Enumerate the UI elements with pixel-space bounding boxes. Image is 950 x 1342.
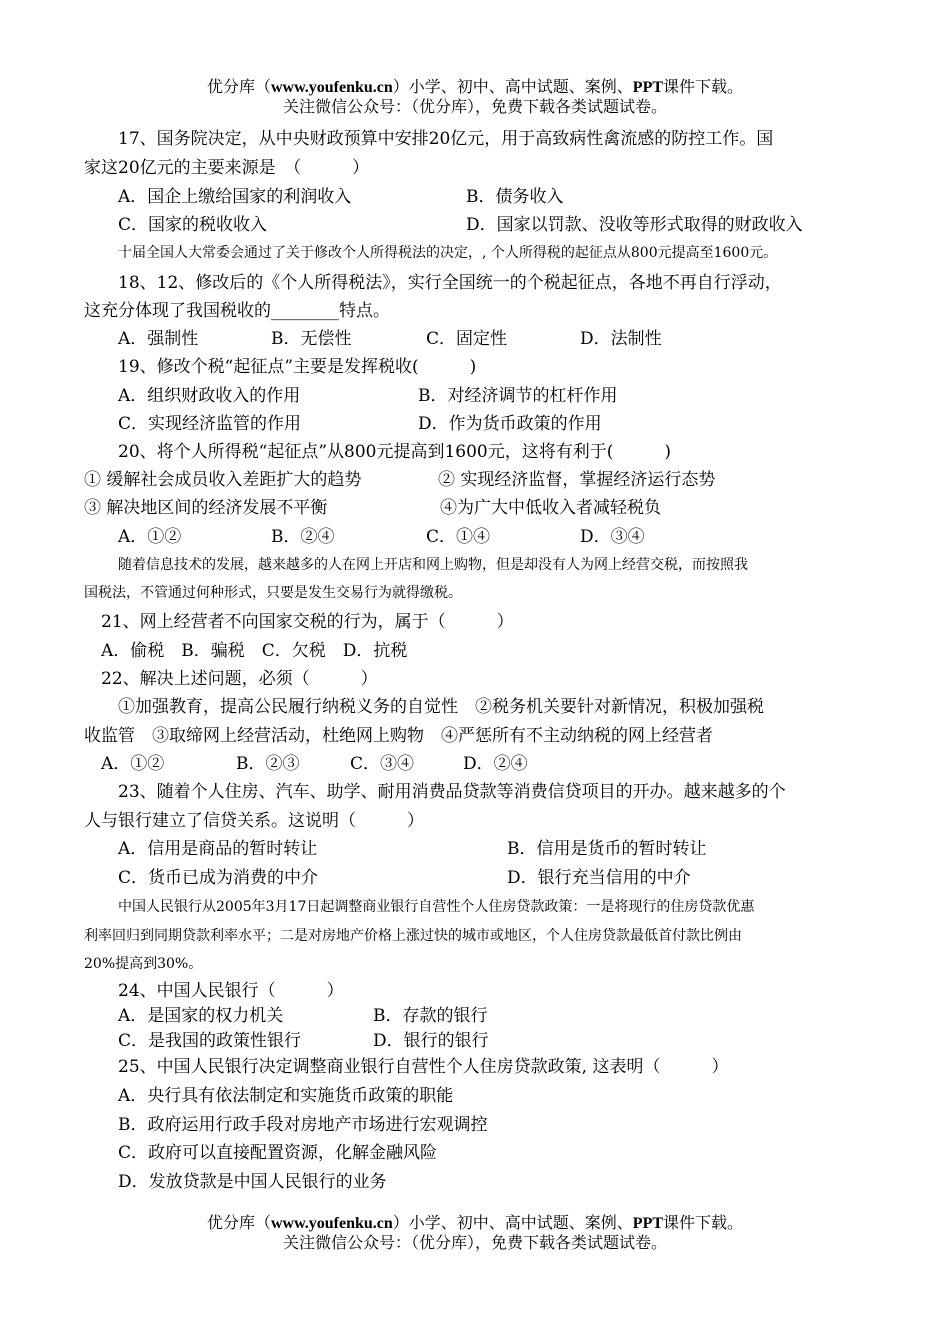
q22-option-a: A．①② — [101, 754, 165, 774]
q17-option-d: D．国家以罚款、没收等形式取得的财政收入 — [466, 215, 803, 235]
q22-statements-line-1: ①加强教育，提高公民履行纳税义务的自觉性 ②税务机关要针对新情况，积极加强税 — [118, 697, 764, 717]
material-2-line-1: 随着信息技术的发展，越来越多的人在网上开店和网上购物，但是却没有人为网上经营交税，而按照我 — [118, 557, 748, 573]
q22-option-d: D．②④ — [463, 754, 528, 774]
q19-stem: 19、修改个税“起征点”主要是发挥税收( ) — [118, 357, 477, 377]
q18-option-b: B．无偿性 — [271, 329, 352, 349]
q18-stem-line-2: 这充分体现了我国税收的________特点。 — [84, 301, 390, 321]
q23-option-a: A．信用是商品的暂时转让 — [118, 839, 318, 859]
q19-option-c: C．实现经济监管的作用 — [118, 414, 302, 434]
q25-option-d: D．发放贷款是中国人民银行的业务 — [118, 1172, 387, 1192]
q24-option-a: A．是国家的权力机关 — [118, 1006, 284, 1026]
q17-option-b: B．债务收入 — [466, 187, 564, 207]
q17-option-c: C．国家的税收收入 — [118, 215, 268, 235]
q25-option-a: A．央行具有依法制定和实施货币政策的职能 — [118, 1086, 454, 1106]
q24-option-b: B．存款的银行 — [373, 1006, 488, 1026]
q20-option-d: D．③④ — [580, 527, 645, 547]
q20-option-a: A．①② — [118, 527, 182, 547]
q22-option-b: B．②③ — [236, 754, 300, 774]
footer-text-c: 课件下载。 — [663, 1215, 744, 1232]
header-text-a: 优分库（ — [206, 79, 271, 96]
q21-options: A．偷税 B．骗税 C．欠税 D．抗税 — [101, 641, 408, 661]
q20-statement-2: ② 实现经济监督，掌握经济运行态势 — [438, 470, 716, 490]
q23-stem-line-1: 23、随着个人住房、汽车、助学、耐用消费品贷款等消费信贷项目的开办。越来越多的个 — [118, 782, 786, 802]
footer-line-1 — [0, 1214, 950, 1234]
q21-stem: 21、网上经营者不向国家交税的行为，属于（ ） — [101, 612, 514, 632]
q25-option-c: C．政府可以直接配置资源，化解金融风险 — [118, 1143, 438, 1163]
footer-line-2: 关注微信公众号：（优分库），免费下载各类试题试卷。 — [282, 1235, 667, 1252]
material-3-line-2: 利率回归到同期贷款利率水平；二是对房地产价格上涨过快的城市或地区，个人住房贷款最低首付款比例由 — [84, 928, 742, 944]
q19-option-a: A．组织财政收入的作用 — [118, 386, 301, 406]
q22-stem: 22、解决上述问题，必须（ ） — [101, 669, 378, 689]
q24-option-c: C．是我国的政策性银行 — [118, 1031, 302, 1051]
footer-text-a: 优分库（ — [206, 1215, 271, 1232]
q23-option-c: C．货币已成为消费的中介 — [118, 868, 319, 888]
q17-stem-line-1: 17、国务院决定，从中央财政预算中安排20亿元，用于高致病性禽流感的防控工作。国 — [118, 129, 774, 149]
q20-stem: 20、将个人所得税“起征点”从800元提高到1600元，这将有利于( ) — [118, 442, 671, 462]
q18-option-a: A．强制性 — [118, 329, 199, 349]
q22-option-c: C．③④ — [350, 754, 415, 774]
q19-option-d: D．作为货币政策的作用 — [418, 414, 602, 434]
footer-url: www.youfenku.cn — [270, 1215, 393, 1232]
q18-option-c: C．固定性 — [426, 329, 508, 349]
header-line-1 — [0, 78, 950, 98]
q18-stem-line-1: 18、12、修改后的《个人所得税法》，实行全国统一的个税起征点，各地不再自行浮动， — [118, 273, 782, 293]
q19-option-b: B．对经济调节的杠杆作用 — [418, 386, 618, 406]
q24-stem: 24、中国人民银行（ ） — [118, 981, 344, 1001]
q25-option-b: B．政府运用行政手段对房地产市场进行宏观调控 — [118, 1115, 488, 1135]
q17-option-a: A．国企上缴给国家的利润收入 — [118, 187, 352, 207]
q20-option-c: C．①④ — [426, 527, 491, 547]
q22-statements-line-2: 收监管 ③取缔网上经营活动，杜绝网上购物 ④严惩所有不主动纳税的网上经营者 — [84, 726, 713, 746]
material-1: 十届全国人大常委会通过了关于修改个人所得税法的决定，, 个人所得税的起征点从800元提高至1600元。 — [118, 245, 778, 261]
q20-option-b: B．②④ — [271, 527, 335, 547]
q20-statement-3: ③ 解决地区间的经济发展不平衡 — [84, 498, 328, 518]
header-url: www.youfenku.cn — [270, 79, 393, 96]
q20-statement-4: ④为广大中低收入者减轻税负 — [440, 498, 661, 518]
material-3-line-3: 20%提高到30%。 — [84, 956, 203, 972]
q20-statement-1: ① 缓解社会成员收入差距扩大的趋势 — [84, 470, 362, 490]
q18-option-d: D．法制性 — [580, 329, 662, 349]
material-2-line-2: 国税法，不管通过何种形式，只要是发生交易行为就得缴税。 — [84, 585, 462, 601]
header-line-2: 关注微信公众号：（优分库），免费下载各类试题试卷。 — [282, 99, 667, 116]
q23-option-b: B．信用是货币的暂时转让 — [507, 839, 707, 859]
material-3-line-1: 中国人民银行从2005年3月17日起调整商业银行自营性个人住房贷款政策：一是将现行的住房贷款优惠 — [118, 899, 755, 915]
q17-stem-line-2: 家这20亿元的主要来源是 （ ） — [84, 158, 370, 178]
footer-text-b: ）小学、初中、高中试题、案例、 — [392, 1215, 633, 1232]
q23-option-d: D．银行充当信用的中介 — [507, 868, 691, 888]
header-ppt: PPT — [632, 79, 664, 96]
q25-stem: 25、中国人民银行决定调整商业银行自营性个人住房贷款政策, 这表明（ ） — [118, 1057, 729, 1077]
footer-ppt: PPT — [632, 1215, 664, 1232]
header-text-c: 课件下载。 — [663, 79, 744, 96]
q23-stem-line-2: 人与银行建立了信贷关系。这说明（ ） — [84, 811, 424, 831]
header-text-b: ）小学、初中、高中试题、案例、 — [392, 79, 633, 96]
q24-option-d: D．银行的银行 — [373, 1031, 489, 1051]
